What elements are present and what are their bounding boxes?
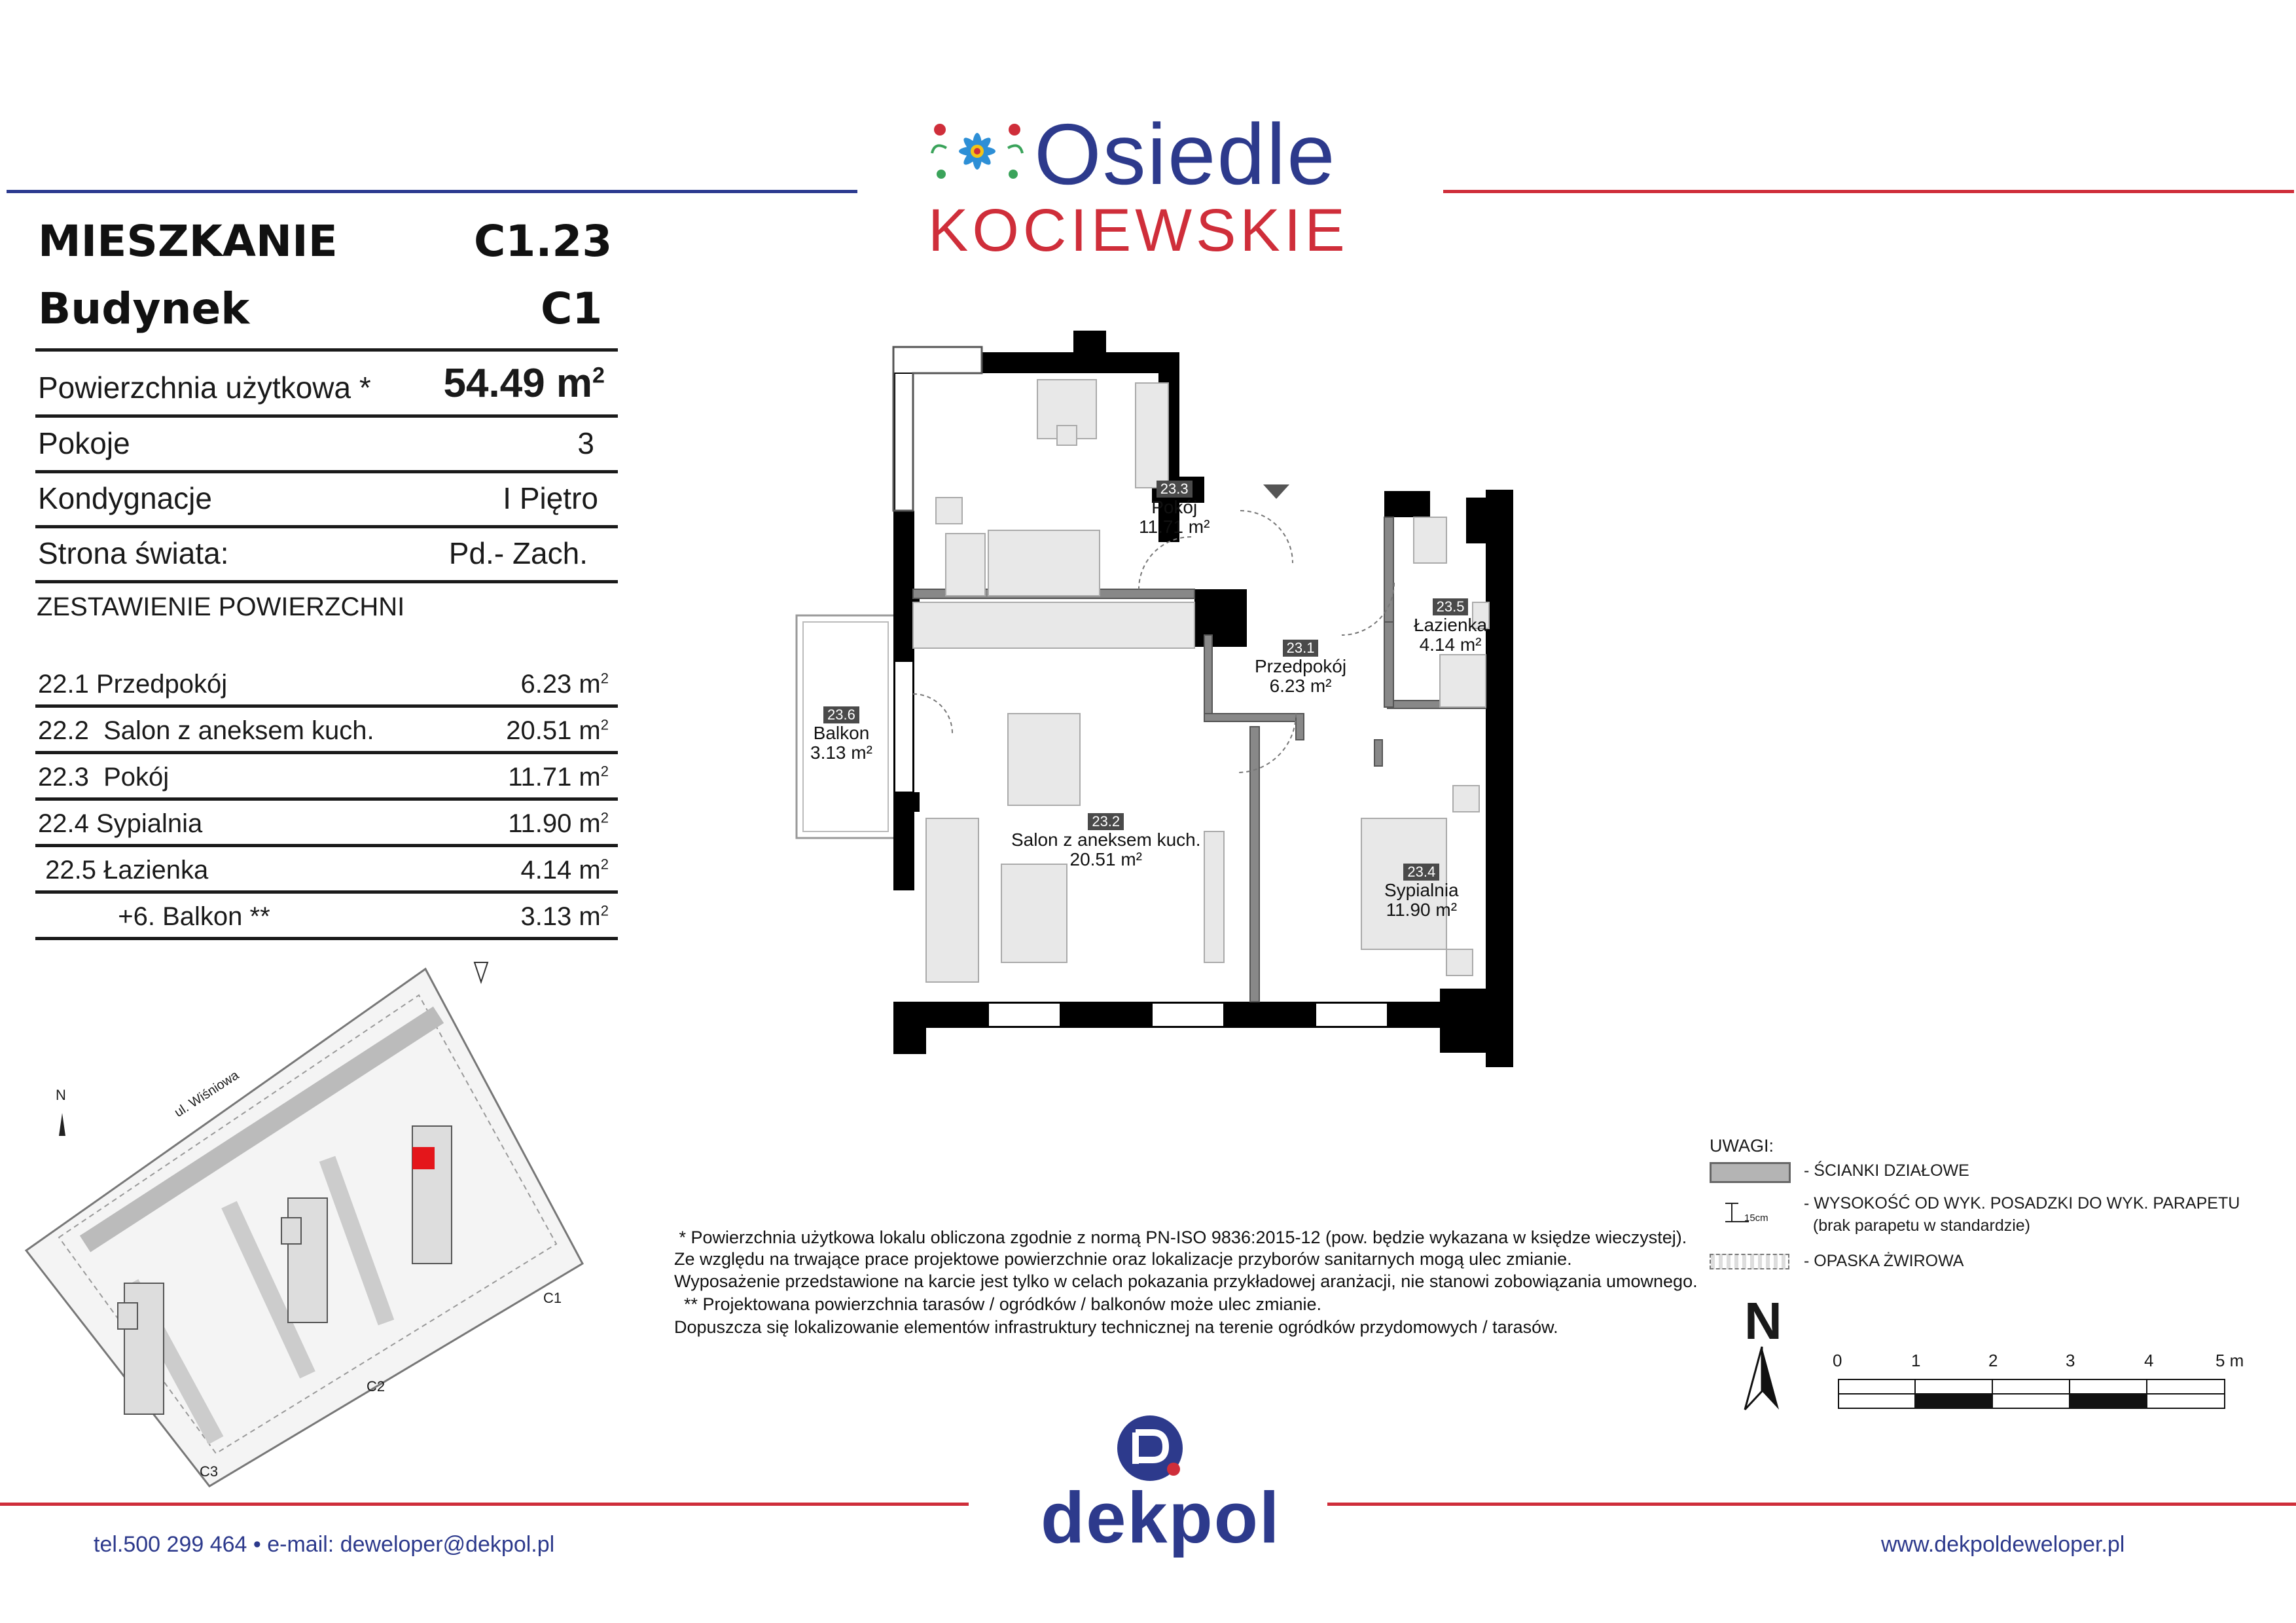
legend-heading: UWAGI: bbox=[1710, 1136, 1774, 1156]
building-label-c2: C2 bbox=[367, 1378, 386, 1395]
scale-label: 2 bbox=[1988, 1351, 1998, 1370]
area-label: 22.2 Salon z aneksem kuch. bbox=[38, 716, 374, 745]
legend-sill-note: (brak parapetu w standardzie) bbox=[1804, 1216, 2031, 1235]
area-value: 6.23 $m^2$ bbox=[520, 670, 609, 699]
footer-contact: tel.500 299 464 • e-mail: deweloper@dekpol.pl bbox=[94, 1532, 555, 1557]
area-row bbox=[35, 894, 618, 940]
logo-text-kociewskie: KOCIEWSKIE bbox=[928, 197, 1349, 264]
area-label: 22.4 Sypialnia bbox=[38, 809, 203, 838]
apartment-code: C1.23 bbox=[474, 216, 613, 266]
scale-label: 3 bbox=[2066, 1351, 2075, 1370]
building-code: C1 bbox=[541, 283, 603, 334]
area-row bbox=[35, 661, 618, 708]
legend-partition: - ŚCIANKI DZIAŁOWE bbox=[1804, 1161, 1969, 1180]
area-value: 11.71 $m^2$ bbox=[508, 763, 609, 792]
building-label-c3: C3 bbox=[200, 1463, 219, 1480]
apartment-label: MIESZKANIE bbox=[38, 216, 338, 266]
building-label-c1: C1 bbox=[543, 1290, 562, 1306]
area-value: 20.51 $m^2$ bbox=[506, 716, 609, 745]
spec-label: Pokoje bbox=[38, 426, 130, 460]
site-map bbox=[20, 956, 596, 1493]
area-row bbox=[35, 754, 618, 801]
site-map-drawing bbox=[20, 956, 596, 1493]
area-row bbox=[35, 708, 618, 754]
scale-label: 5 m bbox=[2215, 1351, 2244, 1370]
site-north-label: N bbox=[56, 1087, 66, 1103]
area-value: 11.90 $m^2$ bbox=[508, 809, 609, 838]
spec-row-rooms bbox=[35, 418, 618, 473]
header-rule-left bbox=[7, 190, 857, 193]
note-line: ** Projektowana powierzchnia tarasów / ogródków / balkonów może ulec zmianie. bbox=[674, 1294, 1321, 1314]
area-row bbox=[35, 847, 618, 894]
floor-plan-drawing bbox=[785, 321, 1558, 1067]
area-value: 3.13 $m^2$ bbox=[520, 902, 609, 931]
flower-icon bbox=[928, 115, 1026, 187]
area-label: 22.5 Łazienka bbox=[38, 856, 209, 884]
area-row bbox=[35, 801, 618, 847]
footer-website[interactable]: www.dekpoldeweloper.pl bbox=[1881, 1532, 2125, 1557]
floor-plan bbox=[785, 321, 1558, 1067]
note-line: Dopuszcza się lokalizowanie elementów infrastruktury technicznej na terenie ogródków przydomowych / tarasów. bbox=[674, 1317, 1558, 1337]
room-label-sypialnia: 23.4 Sypialnia 11.90 m² bbox=[1384, 864, 1459, 920]
logo-text-osiedle: Osiedle bbox=[1034, 106, 1336, 202]
spec-label: Strona świata: bbox=[38, 536, 229, 570]
spec-row-floor bbox=[35, 473, 618, 528]
footer-rule-left bbox=[0, 1503, 969, 1506]
scale-label: 1 bbox=[1911, 1351, 1921, 1370]
area-value: 4.14 $m^2$ bbox=[520, 856, 609, 884]
legend-sill-height: - WYSOKOŚĆ OD WYK. POSADZKI DO WYK. PARAPETU bbox=[1804, 1194, 2240, 1213]
room-label-balkon: 23.6 Balkon 3.13 m² bbox=[810, 706, 872, 763]
note-line: * Powierzchnia użytkowa lokalu obliczona zgodnie z normą PN-ISO 9836:2015-12 (pow. będzie wykazana w księdze wieczystej). bbox=[674, 1228, 1687, 1247]
room-label-lazienka: 23.5 Łazienka 4.14 m² bbox=[1414, 598, 1488, 655]
room-label-pokoj: 23.3 Pokój 11.71 m² bbox=[1139, 481, 1210, 537]
spec-value: 3 bbox=[577, 426, 594, 460]
north-arrow-icon bbox=[1742, 1345, 1782, 1411]
spec-value: 54.49 $m^2$ bbox=[443, 361, 605, 406]
area-label: 22.3 Pokój bbox=[38, 763, 170, 792]
area-label: 22.1 Przedpokój bbox=[38, 670, 228, 699]
spec-value: I Piętro bbox=[503, 481, 598, 515]
gravel-strip-swatch bbox=[1710, 1254, 1789, 1269]
spec-row-orientation bbox=[35, 528, 618, 583]
spec-label: Powierzchnia użytkowa * bbox=[38, 371, 371, 405]
legend-gravel: - OPASKA ŻWIROWA bbox=[1804, 1252, 1964, 1270]
partition-wall-swatch bbox=[1710, 1162, 1791, 1183]
header-rule-right bbox=[1443, 190, 2294, 193]
room-label-salon: 23.2 Salon z aneksem kuch. 20.51 m² bbox=[1011, 813, 1201, 869]
street-label: ul. Wiśniowa bbox=[171, 1068, 242, 1120]
area-label: +6. Balkon ** bbox=[38, 902, 270, 931]
areas-heading: ZESTAWIENIE POWIERZCHNI bbox=[37, 593, 405, 621]
scale-bar-graphic bbox=[1838, 1379, 2228, 1412]
dekpol-logo-text: dekpol bbox=[1041, 1478, 1281, 1558]
scale-label: 0 bbox=[1833, 1351, 1842, 1370]
spec-value: Pd.- Zach. bbox=[448, 536, 588, 570]
header-divider bbox=[35, 348, 618, 352]
dekpol-logo-icon bbox=[1116, 1414, 1188, 1486]
building-label: Budynek bbox=[38, 283, 250, 334]
note-line: Ze względu na trwające prace projektowe powierzchnie oraz lokalizacje przyborów sanitarnych mogą ulec zmianie. bbox=[674, 1249, 1572, 1269]
compass-letter: N bbox=[1744, 1292, 1782, 1350]
spec-row-area bbox=[35, 362, 618, 418]
room-label-przedpokoj: 23.1 Przedpokój 6.23 m² bbox=[1255, 640, 1347, 696]
note-line: Wyposażenie przedstawione na karcie jest tylko w celach pokazania przykładowej aranżacji, nie stanowi zobowiązania umownego. bbox=[674, 1271, 1698, 1291]
scale-label: 4 bbox=[2144, 1351, 2154, 1370]
sill-height-value: 15cm bbox=[1744, 1213, 1768, 1224]
spec-label: Kondygnacje bbox=[38, 481, 212, 515]
footer-rule-right bbox=[1327, 1503, 2296, 1506]
